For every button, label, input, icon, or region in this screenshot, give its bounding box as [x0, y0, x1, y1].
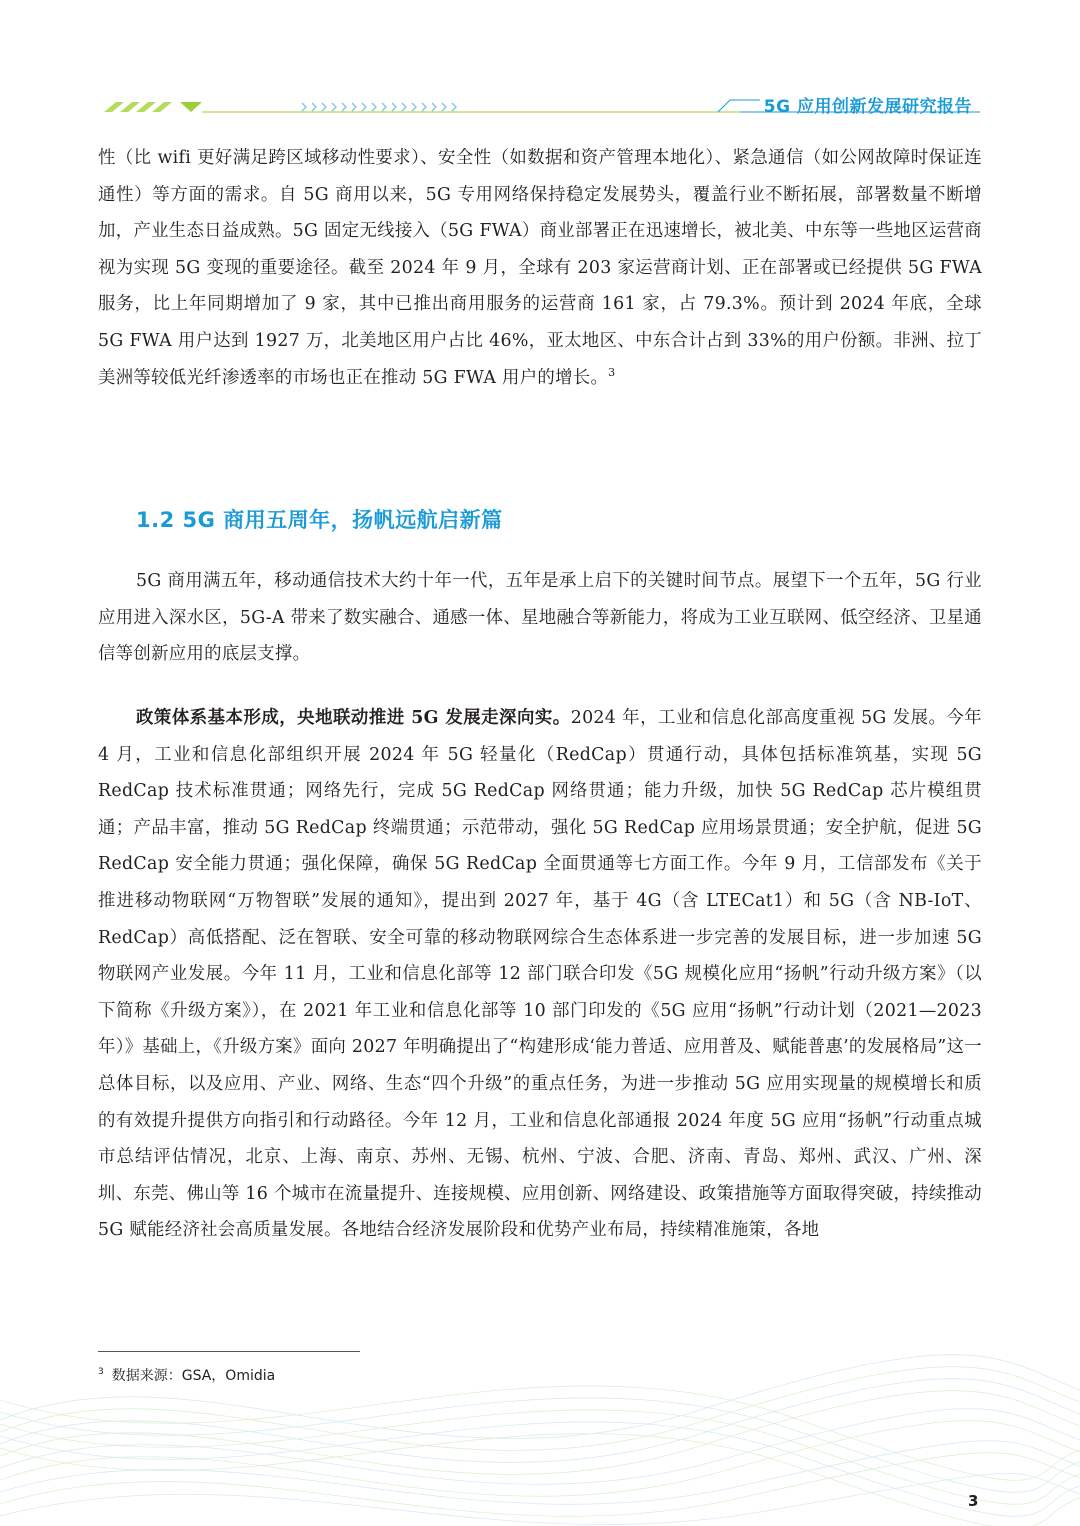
footnote-divider	[98, 1351, 360, 1352]
footnote	[98, 1365, 275, 1385]
paragraph-fwa	[98, 140, 982, 396]
paragraph-policy-text: 2024 年，工业和信息化部高度重视 5G 发展。今年 4 月，工业和信息化部组织开展 2024 年 5G 轻量化（RedCap）贯通行动，具体包括标准筑基，实现 5G RedCap 技术标准贯通；网络先行，完成 5G RedCap 网络贯通；能力升级，加快 5G RedCap 芯片模组贯通；产品丰富，推动 5G RedCap 终端贯通；示范带动，强化 5G RedCap 应用场景贯通；安全护航，促进 5G RedCap 安全能力贯通；强化保障，确保 5G RedCap 全面贯通等七方面工作。今年 9 月，工信部发布《关于推进移动物联网“万物智联”发展的通知》，提出到 2027 年，基于 4G（含 LTECat1）和 5G（含 NB-IoT、RedCap）高低搭配、泛在智联、安全可靠的移动物联网综合生态体系进一步完善的发展目标，进一步加速 5G 物联网产业发展。今年 11 月，工业和信息化部等 12 部门联合印发《5G 规模化应用“扬帆”行动升级方案》（以下简称《升级方案》），在 2021 年工业和信息化部等 10 部门印发的《5G 应用“扬帆”行动计划（2021—2023 年）》基础上，《升级方案》面向 2027 年明确提出了“构建形成‘能力普适、应用普及、赋能普惠’的发展格局”这一总体目标，以及应用、产业、网络、生态“四个升级”的重点任务，为进一步推动 5G 应用实现量的规模增长和质的有效提升提供方向指引和行动路径。今年 12 月，工业和信息化部通报 2024 年度 5G 应用“扬帆”行动重点城市总结评估情况，北京、上海、南京、苏州、无锡、杭州、宁波、合肥、济南、青岛、郑州、武汉、广州、深圳、东莞、佛山等 16 个城市在流量提升、连接规模、应用创新、网络建设、政策措施等方面取得突破，持续推动 5G 赋能经济社会高质量发展。各地结合经济发展阶段和优势产业布局，持续精准施策，各地	[98, 708, 982, 1241]
section-heading: 1.2 5G 商用五周年，扬帆远航启新篇	[136, 508, 503, 532]
paragraph-policy-lead: 政策体系基本形成，央地联动推进 5G 发展走深向实。	[136, 708, 571, 728]
footnote-ref[interactable]: 3	[608, 365, 616, 379]
paragraph-fwa-text: 性（比 wifi 更好满足跨区域移动性要求）、安全性（如数据和资产管理本地化）、紧急通信（如公网故障时保证连通性）等方面的需求。自 5G 商用以来，5G 专用网络保持稳定发展势头，覆盖行业不断拓展，部署数量不断增加，产业生态日益成熟。5G 固定无线接入（5G FWA）商业部署正在迅速增长，被北美、中东等一些地区运营商视为实现 5G 变现的重要途径。截至 2024 年 9 月，全球有 203 家运营商计划、正在部署或已经提供 5G FWA 服务，比上年同期增加了 9 家，其中已推出商用服务的运营商 161 家，占 79.3%。预计到 2024 年底，全球 5G FWA 用户达到 1927 万，北美地区用户占比 46%，亚太地区、中东合计占到 33%的用户份额。非洲、拉丁美洲等较低光纤渗透率的市场也正在推动 5G FWA 用户的增长。	[98, 148, 982, 388]
header-triangle-icon	[180, 102, 202, 112]
page-header	[100, 92, 980, 122]
paragraph-policy	[98, 700, 982, 1249]
header-green-stripes	[104, 102, 172, 112]
paragraph-five-years: 5G 商用满五年，移动通信技术大约十年一代，五年是承上启下的关键时间节点。展望下一个五年，5G 行业应用进入深水区，5G-A 带来了数实融合、通感一体、星地融合等新能力，将成为工业互联网、低空经济、卫星通信等创新应用的底层支撑。	[98, 571, 982, 665]
background-waves	[0, 1300, 1080, 1526]
footnote-text: 数据来源：GSA，Omidia	[111, 1368, 276, 1384]
page-number: 3	[968, 1492, 979, 1510]
header-chevrons	[302, 103, 456, 111]
footnote-number: 3	[98, 1367, 104, 1378]
report-title: 5G 应用创新发展研究报告	[763, 97, 972, 117]
